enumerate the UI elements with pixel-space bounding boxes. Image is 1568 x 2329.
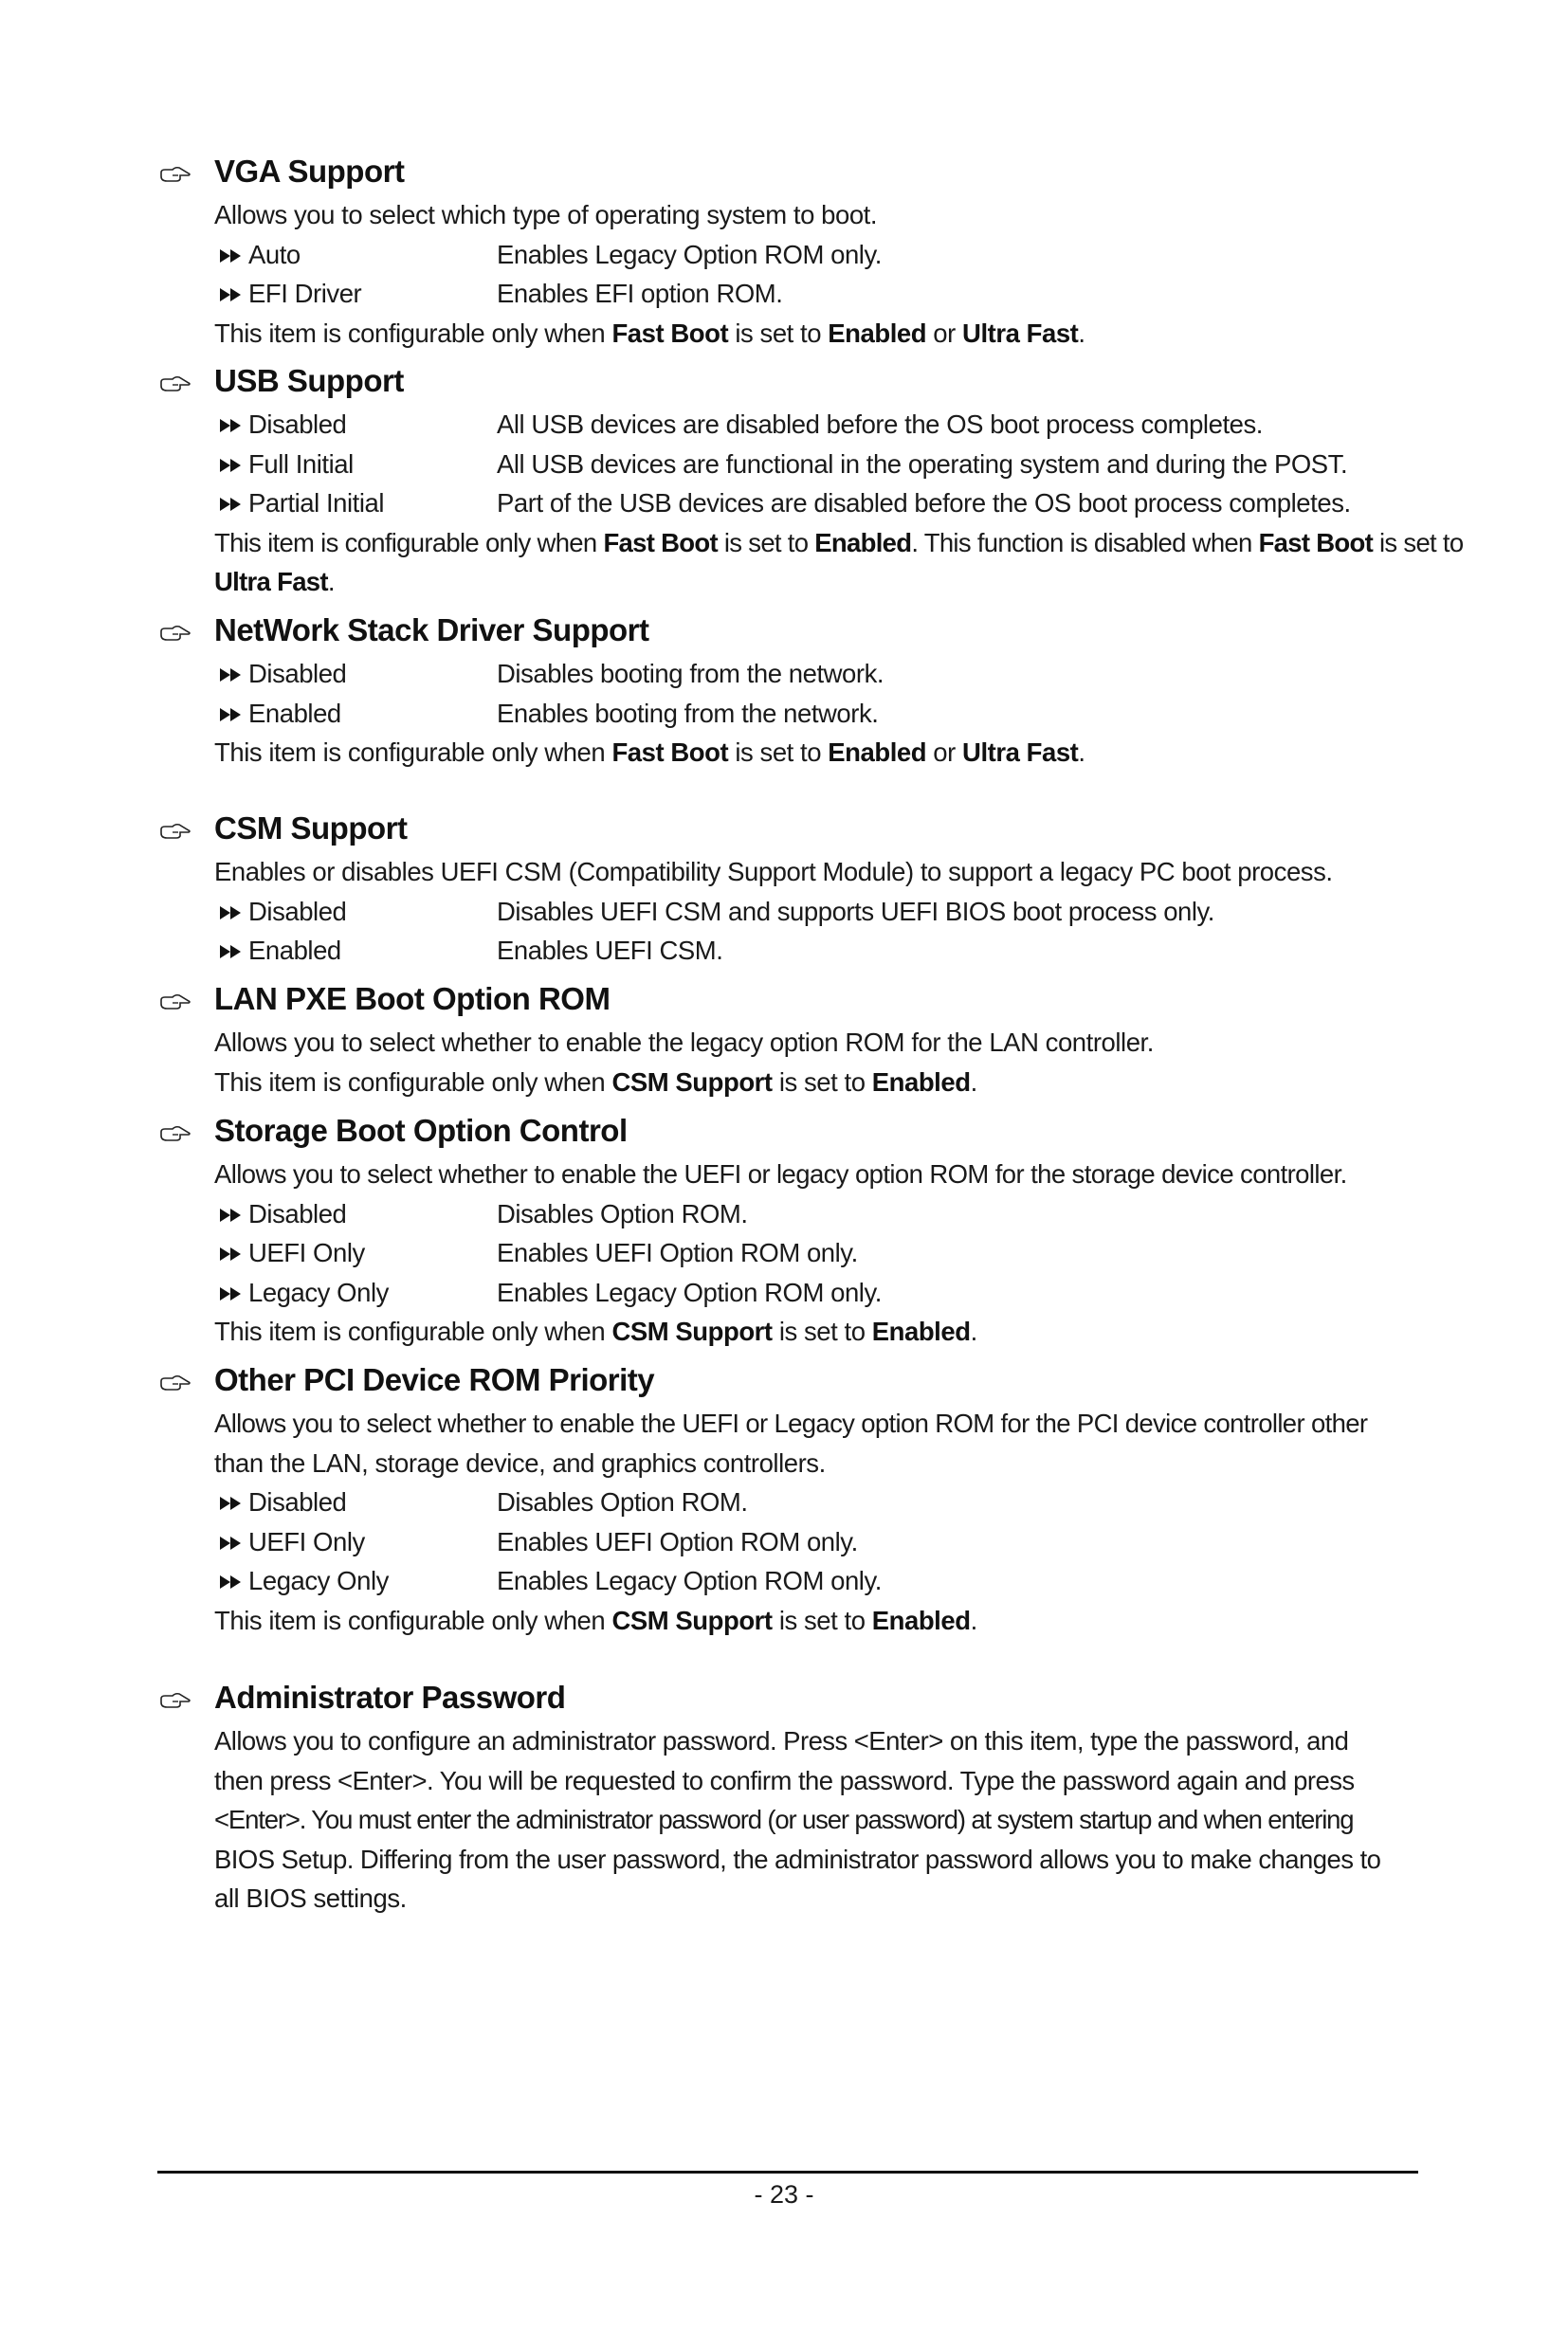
- option-description: Enables Legacy Option ROM only.: [497, 239, 882, 269]
- double-arrow-icon: [218, 496, 245, 513]
- configurable-note: This item is configurable only when Fast Boot is set to Enabled or Ultra Fast.: [214, 318, 1085, 348]
- section-network-stack: [159, 612, 1430, 773]
- option-name: Disabled: [248, 1198, 347, 1228]
- paragraph-line: <Enter>. You must enter the administrator password (or user password) at system startup and when entering: [214, 1805, 1354, 1834]
- configurable-note: This item is configurable only when CSM Support is set to Enabled.: [214, 1317, 977, 1346]
- option-description: Enables UEFI Option ROM only.: [497, 1238, 858, 1267]
- option-row: [214, 1233, 1430, 1273]
- pointing-hand-icon: [159, 822, 191, 841]
- paragraph-line: Allows you to configure an administrator password. Press <Enter> on this item, type the password, and: [214, 1726, 1349, 1756]
- option-description: Disables booting from the network.: [497, 659, 884, 688]
- section-intro: Allows you to select whether to enable the UEFI or legacy option ROM for the storage device controller.: [214, 1159, 1347, 1189]
- option-description: Enables Legacy Option ROM only.: [497, 1277, 882, 1307]
- section-other-pci: [159, 1362, 1430, 1640]
- option-row: [214, 483, 1430, 523]
- option-name: UEFI Only: [248, 1526, 365, 1556]
- double-arrow-icon: [218, 943, 245, 960]
- double-arrow-icon: [218, 417, 245, 434]
- option-row: [214, 694, 1430, 734]
- double-arrow-icon: [218, 1495, 245, 1512]
- section-admin-password: [159, 1680, 1430, 1919]
- double-arrow-icon: [218, 1535, 245, 1552]
- option-description: Enables booting from the network.: [497, 698, 879, 728]
- double-arrow-icon: [218, 247, 245, 264]
- double-arrow-icon: [218, 1574, 245, 1591]
- paragraph-line: all BIOS settings.: [214, 1883, 407, 1913]
- section-vga-support: [159, 154, 1430, 353]
- pointing-hand-icon: [159, 1124, 191, 1143]
- section-intro: Allows you to select whether to enable the legacy option ROM for the LAN controller.: [214, 1028, 1154, 1057]
- double-arrow-icon: [218, 706, 245, 723]
- section-csm-support: [159, 810, 1430, 971]
- option-name: UEFI Only: [248, 1238, 365, 1267]
- option-description: Disables UEFI CSM and supports UEFI BIOS boot process only.: [497, 896, 1214, 926]
- option-description: All USB devices are functional in the operating system and during the POST.: [497, 448, 1348, 479]
- footer-divider: [157, 2171, 1418, 2174]
- paragraph-line: BIOS Setup. Differing from the user password, the administrator password allows you to make changes to: [214, 1844, 1381, 1874]
- double-arrow-icon: [218, 457, 245, 474]
- configurable-note: This item is configurable only when Fast Boot is set to Enabled. This function is disabled when Fast Boot is set to Ultra Fast.: [214, 527, 1464, 596]
- double-arrow-icon: [218, 1285, 245, 1302]
- option-description: Enables EFI option ROM.: [497, 279, 783, 308]
- option-name: Full Initial: [248, 448, 354, 479]
- pointing-hand-icon: [159, 374, 191, 393]
- double-arrow-icon: [218, 1207, 245, 1224]
- option-name: Disabled: [248, 1487, 347, 1517]
- section-title: USB Support: [214, 363, 404, 398]
- option-description: Disables Option ROM.: [497, 1198, 748, 1228]
- option-row: [214, 445, 1430, 484]
- option-description: Enables Legacy Option ROM only.: [497, 1566, 882, 1595]
- option-row: [214, 654, 1430, 694]
- option-row: [214, 1483, 1430, 1522]
- pointing-hand-icon: [159, 992, 191, 1011]
- section-lan-pxe: [159, 981, 1430, 1101]
- section-intro-cont: than the LAN, storage device, and graphics controllers.: [214, 1447, 826, 1478]
- option-description: Enables UEFI CSM.: [497, 936, 723, 965]
- option-row: [214, 892, 1430, 932]
- double-arrow-icon: [218, 286, 245, 303]
- pointing-hand-icon: [159, 1374, 191, 1392]
- option-row: [214, 235, 1430, 275]
- option-name: Auto: [248, 239, 301, 269]
- section-intro: Allows you to select whether to enable the UEFI or Legacy option ROM for the PCI device controller other: [214, 1409, 1368, 1438]
- pointing-hand-icon: [159, 1691, 191, 1710]
- option-description: Part of the USB devices are disabled before the OS boot process completes.: [497, 488, 1351, 518]
- paragraph-line: then press <Enter>. You will be requested to confirm the password. Type the password again and press: [214, 1765, 1355, 1795]
- option-name: Disabled: [248, 409, 347, 439]
- option-name: Legacy Only: [248, 1277, 389, 1307]
- option-name: Legacy Only: [248, 1566, 389, 1595]
- double-arrow-icon: [218, 666, 245, 683]
- pointing-hand-icon: [159, 165, 191, 184]
- section-title: Administrator Password: [214, 1680, 566, 1715]
- option-name: Disabled: [248, 896, 347, 926]
- configurable-note: This item is configurable only when Fast Boot is set to Enabled or Ultra Fast.: [214, 737, 1085, 767]
- option-row: [214, 1194, 1430, 1234]
- section-usb-support: [159, 363, 1464, 602]
- section-title: NetWork Stack Driver Support: [214, 612, 649, 647]
- section-intro: Allows you to select which type of operating system to boot.: [214, 200, 878, 229]
- option-row: [214, 1522, 1430, 1562]
- option-name: Disabled: [248, 659, 347, 688]
- section-storage-boot: [159, 1113, 1430, 1352]
- option-row: [214, 1273, 1430, 1313]
- double-arrow-icon: [218, 904, 245, 921]
- configurable-note: This item is configurable only when CSM Support is set to Enabled.: [214, 1066, 977, 1097]
- configurable-note: This item is configurable only when CSM Support is set to Enabled.: [214, 1605, 977, 1635]
- option-row: [214, 1561, 1430, 1601]
- option-name: EFI Driver: [248, 279, 362, 308]
- option-row: [214, 931, 1430, 971]
- section-title: CSM Support: [214, 810, 408, 846]
- section-title: LAN PXE Boot Option ROM: [214, 981, 611, 1016]
- option-name: Enabled: [248, 936, 341, 965]
- double-arrow-icon: [218, 1246, 245, 1263]
- section-title: VGA Support: [214, 154, 405, 189]
- pointing-hand-icon: [159, 624, 191, 643]
- section-intro: Enables or disables UEFI CSM (Compatibility Support Module) to support a legacy PC boot process.: [214, 857, 1333, 886]
- section-title: Other PCI Device ROM Priority: [214, 1362, 655, 1397]
- option-description: Enables UEFI Option ROM only.: [497, 1526, 858, 1556]
- section-title: Storage Boot Option Control: [214, 1113, 628, 1148]
- option-row: [214, 274, 1430, 314]
- option-name: Enabled: [248, 698, 341, 728]
- option-description: Disables Option ROM.: [497, 1487, 748, 1517]
- option-description: All USB devices are disabled before the OS boot process completes.: [497, 409, 1263, 439]
- option-name: Partial Initial: [248, 488, 385, 518]
- page-number: - 23 -: [754, 2180, 814, 2209]
- option-row: [214, 405, 1430, 445]
